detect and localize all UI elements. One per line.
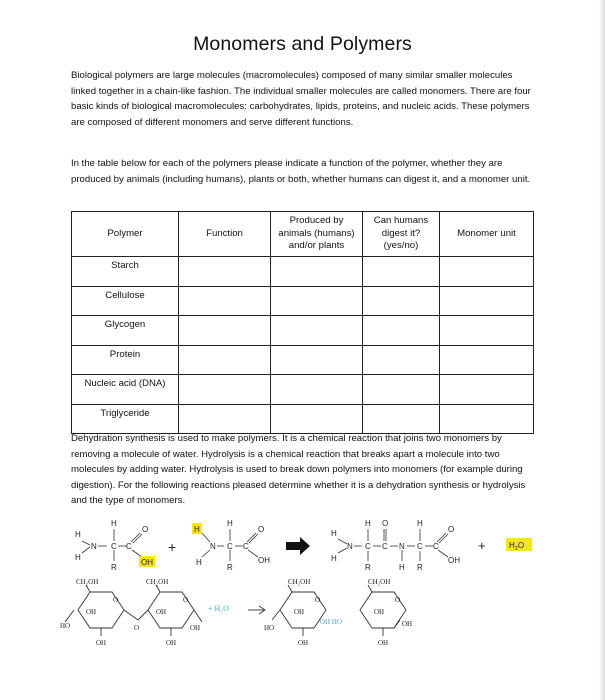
atom-label: O: [142, 525, 149, 534]
atom-label: C: [227, 542, 233, 551]
atom-label: R: [227, 563, 233, 572]
group-label: OH: [96, 639, 107, 647]
answer-cell[interactable]: [363, 316, 440, 346]
group-label: CH₂OH: [76, 578, 99, 586]
answer-cell[interactable]: [179, 375, 271, 405]
plus-sign: +: [478, 538, 486, 553]
atom-label: N: [91, 542, 97, 551]
ring-oxygen: O: [395, 596, 401, 604]
atom-label: H: [194, 525, 200, 534]
group-label: OH: [402, 620, 413, 628]
header-polymer: Polymer: [72, 212, 179, 257]
atom-label: H: [75, 553, 81, 562]
table-header-row: [72, 212, 534, 257]
header-produced-line2: animals (humans): [278, 227, 355, 239]
group-label: HO: [60, 622, 71, 630]
header-digest-line1: Can humans: [373, 215, 429, 227]
atom-label: H: [75, 530, 81, 539]
group-label: OH: [156, 608, 167, 616]
header-produced-by: [271, 212, 363, 257]
atom-label: N: [210, 542, 216, 551]
atom-label: C: [382, 542, 388, 551]
answer-cell[interactable]: [271, 404, 363, 434]
atom-label: C: [433, 542, 439, 551]
instructions-paragraph: In the table below for each of the polymers please indicate a function of the polymer, whether they are produced by animals (including humans), plants or both, whether humans can digest it, and a monomer unit.: [71, 158, 531, 185]
atom-label: H: [111, 519, 117, 528]
reaction-amino-acids: [60, 515, 550, 577]
answer-cell[interactable]: [271, 345, 363, 375]
atom-label: C: [365, 542, 371, 551]
answer-cell[interactable]: [440, 257, 534, 287]
answer-cell[interactable]: [440, 375, 534, 405]
header-can-digest: [363, 212, 440, 257]
atom-label: H: [331, 529, 337, 538]
atom-label: H: [399, 563, 405, 572]
ring-oxygen: O: [315, 596, 321, 604]
group-label: OH: [298, 639, 309, 647]
page-edge-shadow: [599, 0, 605, 700]
atom-label: H: [227, 519, 233, 528]
answer-cell[interactable]: [440, 316, 534, 346]
answer-cell[interactable]: [440, 286, 534, 316]
atom-label: OH: [448, 556, 460, 565]
group-label: CH₂OH: [146, 578, 169, 586]
header-function: Function: [179, 212, 271, 257]
atom-label: O: [382, 519, 389, 528]
row-label-nucleic-acid: Nucleic acid (DNA): [72, 375, 179, 405]
atom-label: H: [417, 519, 423, 528]
answer-cell[interactable]: [363, 286, 440, 316]
polymer-table: [71, 211, 534, 434]
atom-label: R: [417, 563, 423, 572]
reaction-disaccharide: [60, 578, 440, 654]
atom-label: C: [417, 542, 423, 551]
atom-label: N: [399, 542, 405, 551]
water-o: O: [517, 541, 525, 550]
table-row: [72, 316, 534, 346]
answer-cell[interactable]: [440, 345, 534, 375]
group-label: OH: [378, 639, 389, 647]
group-label: HO: [264, 624, 275, 632]
atom-label: C: [243, 542, 249, 551]
atom-label: R: [365, 563, 371, 572]
group-label: CH₂OH: [288, 578, 311, 586]
atom-label: O: [448, 525, 455, 534]
answer-cell[interactable]: [179, 257, 271, 287]
plus-sign: +: [168, 539, 177, 555]
answer-cell[interactable]: [363, 257, 440, 287]
group-label: OH: [166, 639, 177, 647]
group-label: OH: [374, 608, 385, 616]
group-label: OH: [294, 608, 305, 616]
atom-label: H: [331, 554, 337, 563]
answer-cell[interactable]: [271, 316, 363, 346]
atom-label: C: [126, 542, 132, 551]
group-label: OH: [86, 608, 97, 616]
atom-label: OH: [258, 556, 270, 565]
water-subscript: 2: [514, 546, 518, 552]
answer-cell[interactable]: [179, 316, 271, 346]
add-water-label: + H₂O: [208, 604, 229, 613]
intro-paragraph: Biological polymers are large molecules (macromolecules) composed of many similar smaller molecules linked together in a chain-like fashion. The individual smaller molecules are called monomers. There are four basic kinds of biological macromolecules: carbohydrates, lipids, proteins, and nucleic acids. These polymers are composed of different monomers and serve different functions.: [71, 70, 531, 128]
atom-label: H: [365, 519, 371, 528]
row-label-cellulose: Cellulose: [72, 286, 179, 316]
new-hydroxyl-label: OH HO: [320, 618, 342, 626]
dehydration-paragraph: Dehydration synthesis is used to make polymers. It is a chemical reaction that joins two monomers by removing a molecule of water. Hydrolysis is a chemical reaction that breaks apart a molecule into two molecules by adding water. Hydrolysis is used to break down polymers into monomers (for example during digestion). For the following reactions pleased determine whether it is a dehydration synthesis or hydrolysis and the type of monomers.: [71, 433, 526, 507]
answer-cell[interactable]: [440, 404, 534, 434]
answer-cell[interactable]: [271, 375, 363, 405]
answer-cell[interactable]: [363, 345, 440, 375]
ring-oxygen: O: [183, 596, 189, 604]
table-row: [72, 286, 534, 316]
water-h: H: [509, 541, 515, 550]
atom-label: H: [196, 558, 202, 567]
row-label-starch: Starch: [72, 257, 179, 287]
header-produced-line1: Produced by: [289, 215, 344, 227]
table-row: [72, 345, 534, 375]
ring-oxygen: O: [113, 596, 119, 604]
atom-label: N: [347, 542, 353, 551]
table-row: [72, 375, 534, 405]
row-label-triglyceride: Triglyceride: [72, 404, 179, 434]
table-row: [72, 257, 534, 287]
answer-cell[interactable]: [363, 375, 440, 405]
answer-cell[interactable]: [271, 286, 363, 316]
answer-cell[interactable]: [179, 286, 271, 316]
group-label: OH: [190, 624, 201, 632]
header-digest-line2: digest it?: [381, 227, 421, 239]
row-label-protein: Protein: [72, 345, 179, 375]
answer-cell[interactable]: [271, 257, 363, 287]
bridge-oxygen: O: [134, 624, 140, 632]
header-produced-line3: and/or plants: [288, 240, 345, 252]
header-digest-line3: (yes/no): [383, 240, 419, 252]
table-row: [72, 404, 534, 434]
atom-label: C: [111, 542, 117, 551]
atom-label: R: [111, 563, 117, 572]
reaction-arrow: [286, 537, 310, 555]
answer-cell[interactable]: [363, 404, 440, 434]
answer-cell[interactable]: [179, 404, 271, 434]
row-label-glycogen: Glycogen: [72, 316, 179, 346]
group-label: CH₂OH: [368, 578, 391, 586]
atom-label: O: [258, 525, 265, 534]
header-monomer-unit: Monomer unit: [440, 212, 534, 257]
atom-label: OH: [141, 558, 153, 567]
page-title: Monomers and Polymers: [193, 33, 412, 55]
answer-cell[interactable]: [179, 345, 271, 375]
